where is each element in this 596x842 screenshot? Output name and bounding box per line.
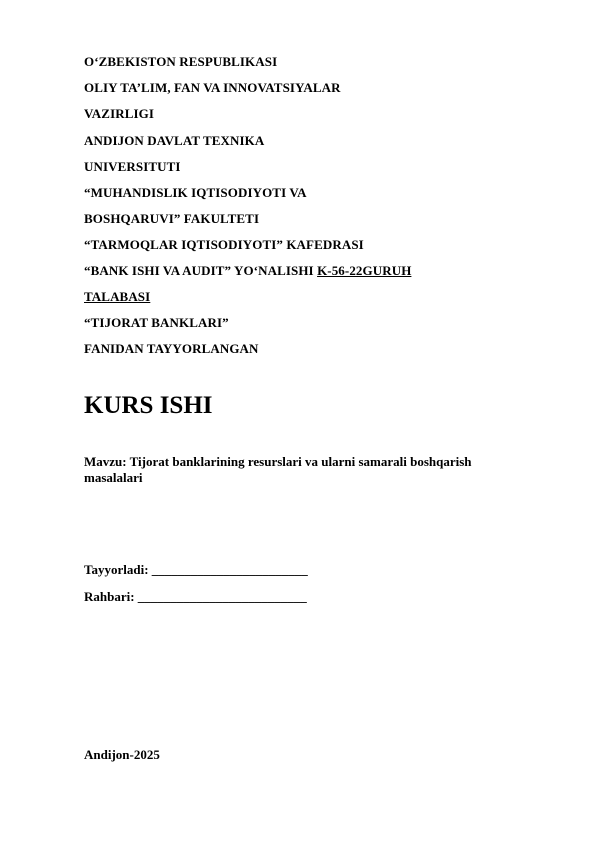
topic-text: Mavzu: Tijorat banklarining resurslari va ularni samarali boshqarish masalalari <box>84 454 472 485</box>
city-year: Andijon-2025 <box>84 747 160 762</box>
header-line-university-cont: UNIVERSITUTI <box>84 159 181 174</box>
header-line-ministry: OLIY TA’LIM, FAN VA INNOVATSIYALAR <box>84 80 341 95</box>
header-line-prepared: FANIDAN TAYYORLANGAN <box>84 341 259 356</box>
direction-text: “BANK ISHI VA AUDIT” YO‘NALISHI <box>84 263 318 278</box>
group-code: K-56-22GURUH <box>317 263 412 278</box>
header-line-direction <box>84 263 411 279</box>
header-line-faculty: “MUHANDISLIK IQTISODIYOTI VA <box>84 185 307 200</box>
header-line-faculty-cont: BOSHQARUVI” FAKULTETI <box>84 211 260 226</box>
header-line-ministry-cont: VAZIRLIGI <box>84 106 155 121</box>
header-line-department: “TARMOQLAR IQTISODIYOTI” KAFEDRASI <box>84 237 364 252</box>
header-line-republic: O‘ZBEKISTON RESPUBLIKASI <box>84 54 278 69</box>
header-line-student: TALABASI <box>84 289 151 304</box>
header-line-university: ANDIJON DAVLAT TEXNIKA <box>84 133 265 148</box>
supervisor-line: Rahbari: __________________________ <box>84 589 307 604</box>
document-title: KURS ISHI <box>84 392 213 419</box>
prepared-by-line: Tayyorladi: ________________________ <box>84 562 308 577</box>
header-line-subject: “TIJORAT BANKLARI” <box>84 315 229 330</box>
